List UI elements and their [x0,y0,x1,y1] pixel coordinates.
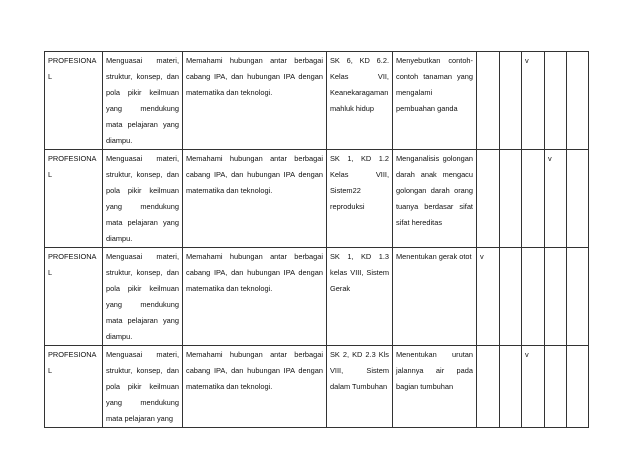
sk-kd-cell: SK 2, KD 2.3 Kls VIII, Sistem dalam Tumbuhan [327,346,393,428]
mark-cell [477,52,500,150]
sk-kd-cell: SK 6, KD 6.2. Kelas VII, Keanekaragaman mahluk hidup [327,52,393,150]
competency-cell: Menguasai materi, struktur, konsep, dan pola pikir keilmuan yang mendukung mata pelajaran yang diampu. [103,52,183,150]
mark-cell [567,346,589,428]
category-cell: PROFESIONAL [45,346,103,428]
competency-cell: Menguasai materi, struktur, konsep, dan pola pikir keilmuan yang mendukung mata pelajaran yang diampu. [103,248,183,346]
indicator-cell: Memahami hubungan antar berbagai cabang IPA, dan hubungan IPA dengan matematika dan teknologi. [183,248,327,346]
mark-cell [545,346,567,428]
table-row [45,150,589,248]
mark-cell [567,52,589,150]
activity-cell: Menyebutkan contoh-contoh tanaman yang mengalami pembuahan ganda [393,52,477,150]
competency-cell: Menguasai materi, struktur, konsep, dan pola pikir keilmuan yang mendukung mata pelajaran yang diampu. [103,150,183,248]
category-cell: PROFESIONAL [45,150,103,248]
mark-cell: v [545,150,567,248]
mark-cell [500,248,522,346]
assessment-table [44,51,589,428]
mark-cell [500,52,522,150]
activity-cell: Menentukan gerak otot [393,248,477,346]
mark-cell [477,150,500,248]
mark-cell: v [522,52,545,150]
mark-cell [500,346,522,428]
category-cell: PROFESIONAL [45,248,103,346]
mark-cell [500,150,522,248]
activity-cell: Menentukan urutan jalannya air pada bagian tumbuhan [393,346,477,428]
activity-cell: Menganalisis golongan darah anak mengacu golongan darah orang tuanya berdasar sifat sifat hereditas [393,150,477,248]
table-row [45,248,589,346]
indicator-cell: Memahami hubungan antar berbagai cabang IPA, dan hubungan IPA dengan matematika dan teknologi. [183,52,327,150]
mark-cell [567,150,589,248]
mark-cell [522,248,545,346]
mark-cell [567,248,589,346]
table-row [45,52,589,150]
sk-kd-cell: SK 1, KD 1.3 kelas VIII, Sistem Gerak [327,248,393,346]
mark-cell [545,248,567,346]
mark-cell: v [522,346,545,428]
mark-cell [545,52,567,150]
mark-cell [522,150,545,248]
indicator-cell: Memahami hubungan antar berbagai cabang IPA, dan hubungan IPA dengan matematika dan teknologi. [183,150,327,248]
category-cell: PROFESIONAL [45,52,103,150]
mark-cell [477,346,500,428]
competency-cell: Menguasai materi, struktur, konsep, dan pola pikir keilmuan yang mendukung mata pelajaran yang [103,346,183,428]
indicator-cell: Memahami hubungan antar berbagai cabang IPA, dan hubungan IPA dengan matematika dan teknologi. [183,346,327,428]
mark-cell: v [477,248,500,346]
sk-kd-cell: SK 1, KD 1.2 Kelas VIII, Sistem22 reproduksi [327,150,393,248]
table-row [45,346,589,428]
